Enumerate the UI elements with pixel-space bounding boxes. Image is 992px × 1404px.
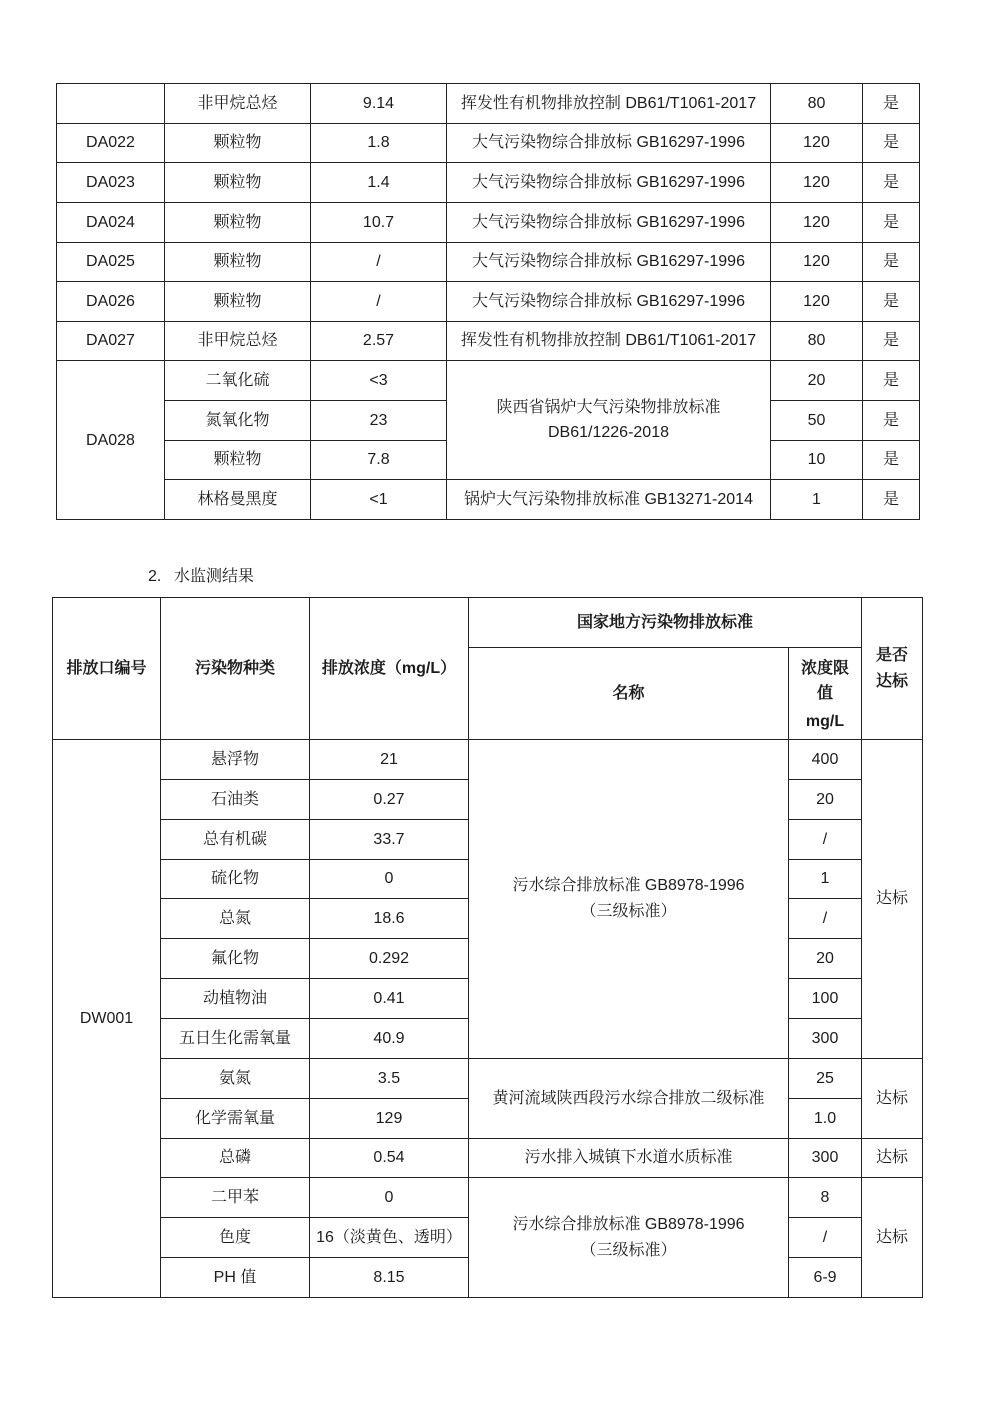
pollutant-cell: 非甲烷总烃 xyxy=(165,321,311,361)
pollutant-cell: 总氮 xyxy=(161,899,310,939)
header-concentration: 排放浓度（mg/L） xyxy=(310,598,469,740)
concentration-cell: 40.9 xyxy=(310,1019,469,1059)
concentration-cell: 18.6 xyxy=(310,899,469,939)
limit-cell: 120 xyxy=(771,202,863,242)
limit-cell: 300 xyxy=(789,1019,862,1059)
concentration-cell: <3 xyxy=(311,361,447,401)
section-title: 水监测结果 xyxy=(174,568,255,585)
compliance-cell: 达标 xyxy=(862,1178,923,1298)
pollutant-cell: 五日生化需氧量 xyxy=(161,1019,310,1059)
table-row xyxy=(57,163,920,203)
concentration-cell: 23 xyxy=(311,401,447,441)
pollutant-cell: 硫化物 xyxy=(161,859,310,899)
limit-cell: 120 xyxy=(771,123,863,163)
header-outlet: 排放口编号 xyxy=(53,598,161,740)
air-emissions-table xyxy=(56,83,920,520)
standard-cell: 污水排入城镇下水道水质标准 xyxy=(469,1138,789,1178)
compliance-cell: 是 xyxy=(863,123,920,163)
concentration-cell: / xyxy=(311,242,447,282)
compliance-cell: 是 xyxy=(863,163,920,203)
concentration-cell: 0.41 xyxy=(310,979,469,1019)
concentration-cell: 10.7 xyxy=(311,202,447,242)
header-compliance xyxy=(862,598,923,740)
header-limit xyxy=(789,648,862,740)
table-row xyxy=(57,282,920,322)
concentration-cell: 3.5 xyxy=(310,1058,469,1098)
table-row xyxy=(53,1138,923,1178)
table-row xyxy=(57,84,920,124)
standard-cell: 污水综合排放标准 GB8978-1996 （三级标准） xyxy=(469,740,789,1059)
limit-cell: 1 xyxy=(789,859,862,899)
pollutant-cell: 总有机碳 xyxy=(161,819,310,859)
concentration-cell: 0.27 xyxy=(310,779,469,819)
pollutant-cell: 颗粒物 xyxy=(165,163,311,203)
pollutant-cell: 颗粒物 xyxy=(165,242,311,282)
limit-cell: 120 xyxy=(771,242,863,282)
table-row xyxy=(53,1058,923,1098)
limit-cell: 1.0 xyxy=(789,1098,862,1138)
table-row xyxy=(57,480,920,520)
table-row xyxy=(57,361,920,401)
pollutant-cell: 氟化物 xyxy=(161,939,310,979)
pollutant-cell: 色度 xyxy=(161,1218,310,1258)
compliance-cell: 是 xyxy=(863,321,920,361)
pollutant-cell: 石油类 xyxy=(161,779,310,819)
header-compliance-label: 是否达标 xyxy=(876,646,909,690)
standard-cell: 大气污染物综合排放标 GB16297-1996 xyxy=(447,202,771,242)
pollutant-cell: 颗粒物 xyxy=(165,202,311,242)
compliance-cell: 是 xyxy=(863,242,920,282)
pollutant-cell: 二氧化硫 xyxy=(165,361,311,401)
limit-cell: 120 xyxy=(771,282,863,322)
limit-cell: 120 xyxy=(771,163,863,203)
limit-cell: 80 xyxy=(771,84,863,124)
table-row xyxy=(57,321,920,361)
concentration-cell: 16（淡黄色、透明） xyxy=(310,1218,469,1258)
standard-cell: 污水综合排放标准 GB8978-1996 （三级标准） xyxy=(469,1178,789,1298)
compliance-cell: 是 xyxy=(863,84,920,124)
outlet-cell: DA026 xyxy=(57,282,165,322)
pollutant-cell: 非甲烷总烃 xyxy=(165,84,311,124)
concentration-cell: 1.8 xyxy=(311,123,447,163)
limit-cell: 6-9 xyxy=(789,1258,862,1298)
outlet-cell: DA022 xyxy=(57,123,165,163)
section-number: 2. xyxy=(148,568,162,585)
standard-cell: 挥发性有机物排放控制 DB61/T1061-2017 xyxy=(447,84,771,124)
concentration-cell: 9.14 xyxy=(311,84,447,124)
standard-cell: 黄河流域陕西段污水综合排放二级标准 xyxy=(469,1058,789,1138)
standard-cell: 大气污染物综合排放标 GB16297-1996 xyxy=(447,242,771,282)
concentration-cell: 21 xyxy=(310,740,469,780)
pollutant-cell: 林格曼黑度 xyxy=(165,480,311,520)
outlet-cell: DA027 xyxy=(57,321,165,361)
compliance-cell: 是 xyxy=(863,202,920,242)
limit-cell: 300 xyxy=(789,1138,862,1178)
concentration-cell: 0 xyxy=(310,859,469,899)
outlet-cell xyxy=(57,84,165,124)
compliance-cell: 达标 xyxy=(862,1058,923,1138)
concentration-cell: 129 xyxy=(310,1098,469,1138)
outlet-cell: DA023 xyxy=(57,163,165,203)
concentration-cell: 33.7 xyxy=(310,819,469,859)
table-header-row xyxy=(53,598,923,648)
standard-cell: 大气污染物综合排放标 GB16297-1996 xyxy=(447,163,771,203)
pollutant-cell: PH 值 xyxy=(161,1258,310,1298)
header-standard-group: 国家地方污染物排放标准 xyxy=(469,598,862,648)
limit-cell: 100 xyxy=(789,979,862,1019)
table-row xyxy=(53,740,923,780)
limit-cell: 20 xyxy=(771,361,863,401)
pollutant-cell: 总磷 xyxy=(161,1138,310,1178)
header-limit-label: 浓度限值 xyxy=(800,659,849,703)
limit-cell: / xyxy=(789,899,862,939)
limit-cell: 400 xyxy=(789,740,862,780)
outlet-cell: DA025 xyxy=(57,242,165,282)
compliance-cell: 是 xyxy=(863,440,920,480)
pollutant-cell: 氨氮 xyxy=(161,1058,310,1098)
compliance-cell: 达标 xyxy=(862,1138,923,1178)
limit-cell: / xyxy=(789,1218,862,1258)
standard-cell: 大气污染物综合排放标 GB16297-1996 xyxy=(447,123,771,163)
concentration-cell: 7.8 xyxy=(311,440,447,480)
pollutant-cell: 氮氧化物 xyxy=(165,401,311,441)
pollutant-cell: 化学需氧量 xyxy=(161,1098,310,1138)
table-row xyxy=(53,1178,923,1218)
outlet-cell: DW001 xyxy=(53,740,161,1298)
outlet-cell: DA024 xyxy=(57,202,165,242)
limit-cell: 20 xyxy=(789,779,862,819)
compliance-cell: 是 xyxy=(863,480,920,520)
limit-cell: 80 xyxy=(771,321,863,361)
concentration-cell: <1 xyxy=(311,480,447,520)
limit-cell: 10 xyxy=(771,440,863,480)
concentration-cell: 0.292 xyxy=(310,939,469,979)
concentration-cell: 1.4 xyxy=(311,163,447,203)
table-row xyxy=(57,202,920,242)
pollutant-cell: 颗粒物 xyxy=(165,123,311,163)
limit-cell: 25 xyxy=(789,1058,862,1098)
pollutant-cell: 颗粒物 xyxy=(165,282,311,322)
pollutant-cell: 悬浮物 xyxy=(161,740,310,780)
concentration-cell: 0 xyxy=(310,1178,469,1218)
pollutant-cell: 颗粒物 xyxy=(165,440,311,480)
compliance-cell: 是 xyxy=(863,361,920,401)
limit-cell: 50 xyxy=(771,401,863,441)
limit-cell: / xyxy=(789,819,862,859)
standard-cell: 大气污染物综合排放标 GB16297-1996 xyxy=(447,282,771,322)
compliance-cell: 是 xyxy=(863,401,920,441)
header-pollutant: 污染物种类 xyxy=(161,598,310,740)
pollutant-cell: 二甲苯 xyxy=(161,1178,310,1218)
limit-cell: 8 xyxy=(789,1178,862,1218)
limit-cell: 1 xyxy=(771,480,863,520)
compliance-cell: 达标 xyxy=(862,740,923,1059)
limit-cell: 20 xyxy=(789,939,862,979)
header-standard-name: 名称 xyxy=(469,648,789,740)
standard-cell: 陕西省锅炉大气污染物排放标准 DB61/1226-2018 xyxy=(447,361,771,480)
table-row xyxy=(57,242,920,282)
header-limit-unit: mg/L xyxy=(805,713,845,730)
standard-cell: 挥发性有机物排放控制 DB61/T1061-2017 xyxy=(447,321,771,361)
concentration-cell: / xyxy=(311,282,447,322)
pollutant-cell: 动植物油 xyxy=(161,979,310,1019)
concentration-cell: 2.57 xyxy=(311,321,447,361)
standard-cell: 锅炉大气污染物排放标准 GB13271-2014 xyxy=(447,480,771,520)
table-row xyxy=(57,123,920,163)
compliance-cell: 是 xyxy=(863,282,920,322)
outlet-cell: DA028 xyxy=(57,361,165,520)
concentration-cell: 0.54 xyxy=(310,1138,469,1178)
water-monitoring-table xyxy=(52,597,923,1298)
concentration-cell: 8.15 xyxy=(310,1258,469,1298)
